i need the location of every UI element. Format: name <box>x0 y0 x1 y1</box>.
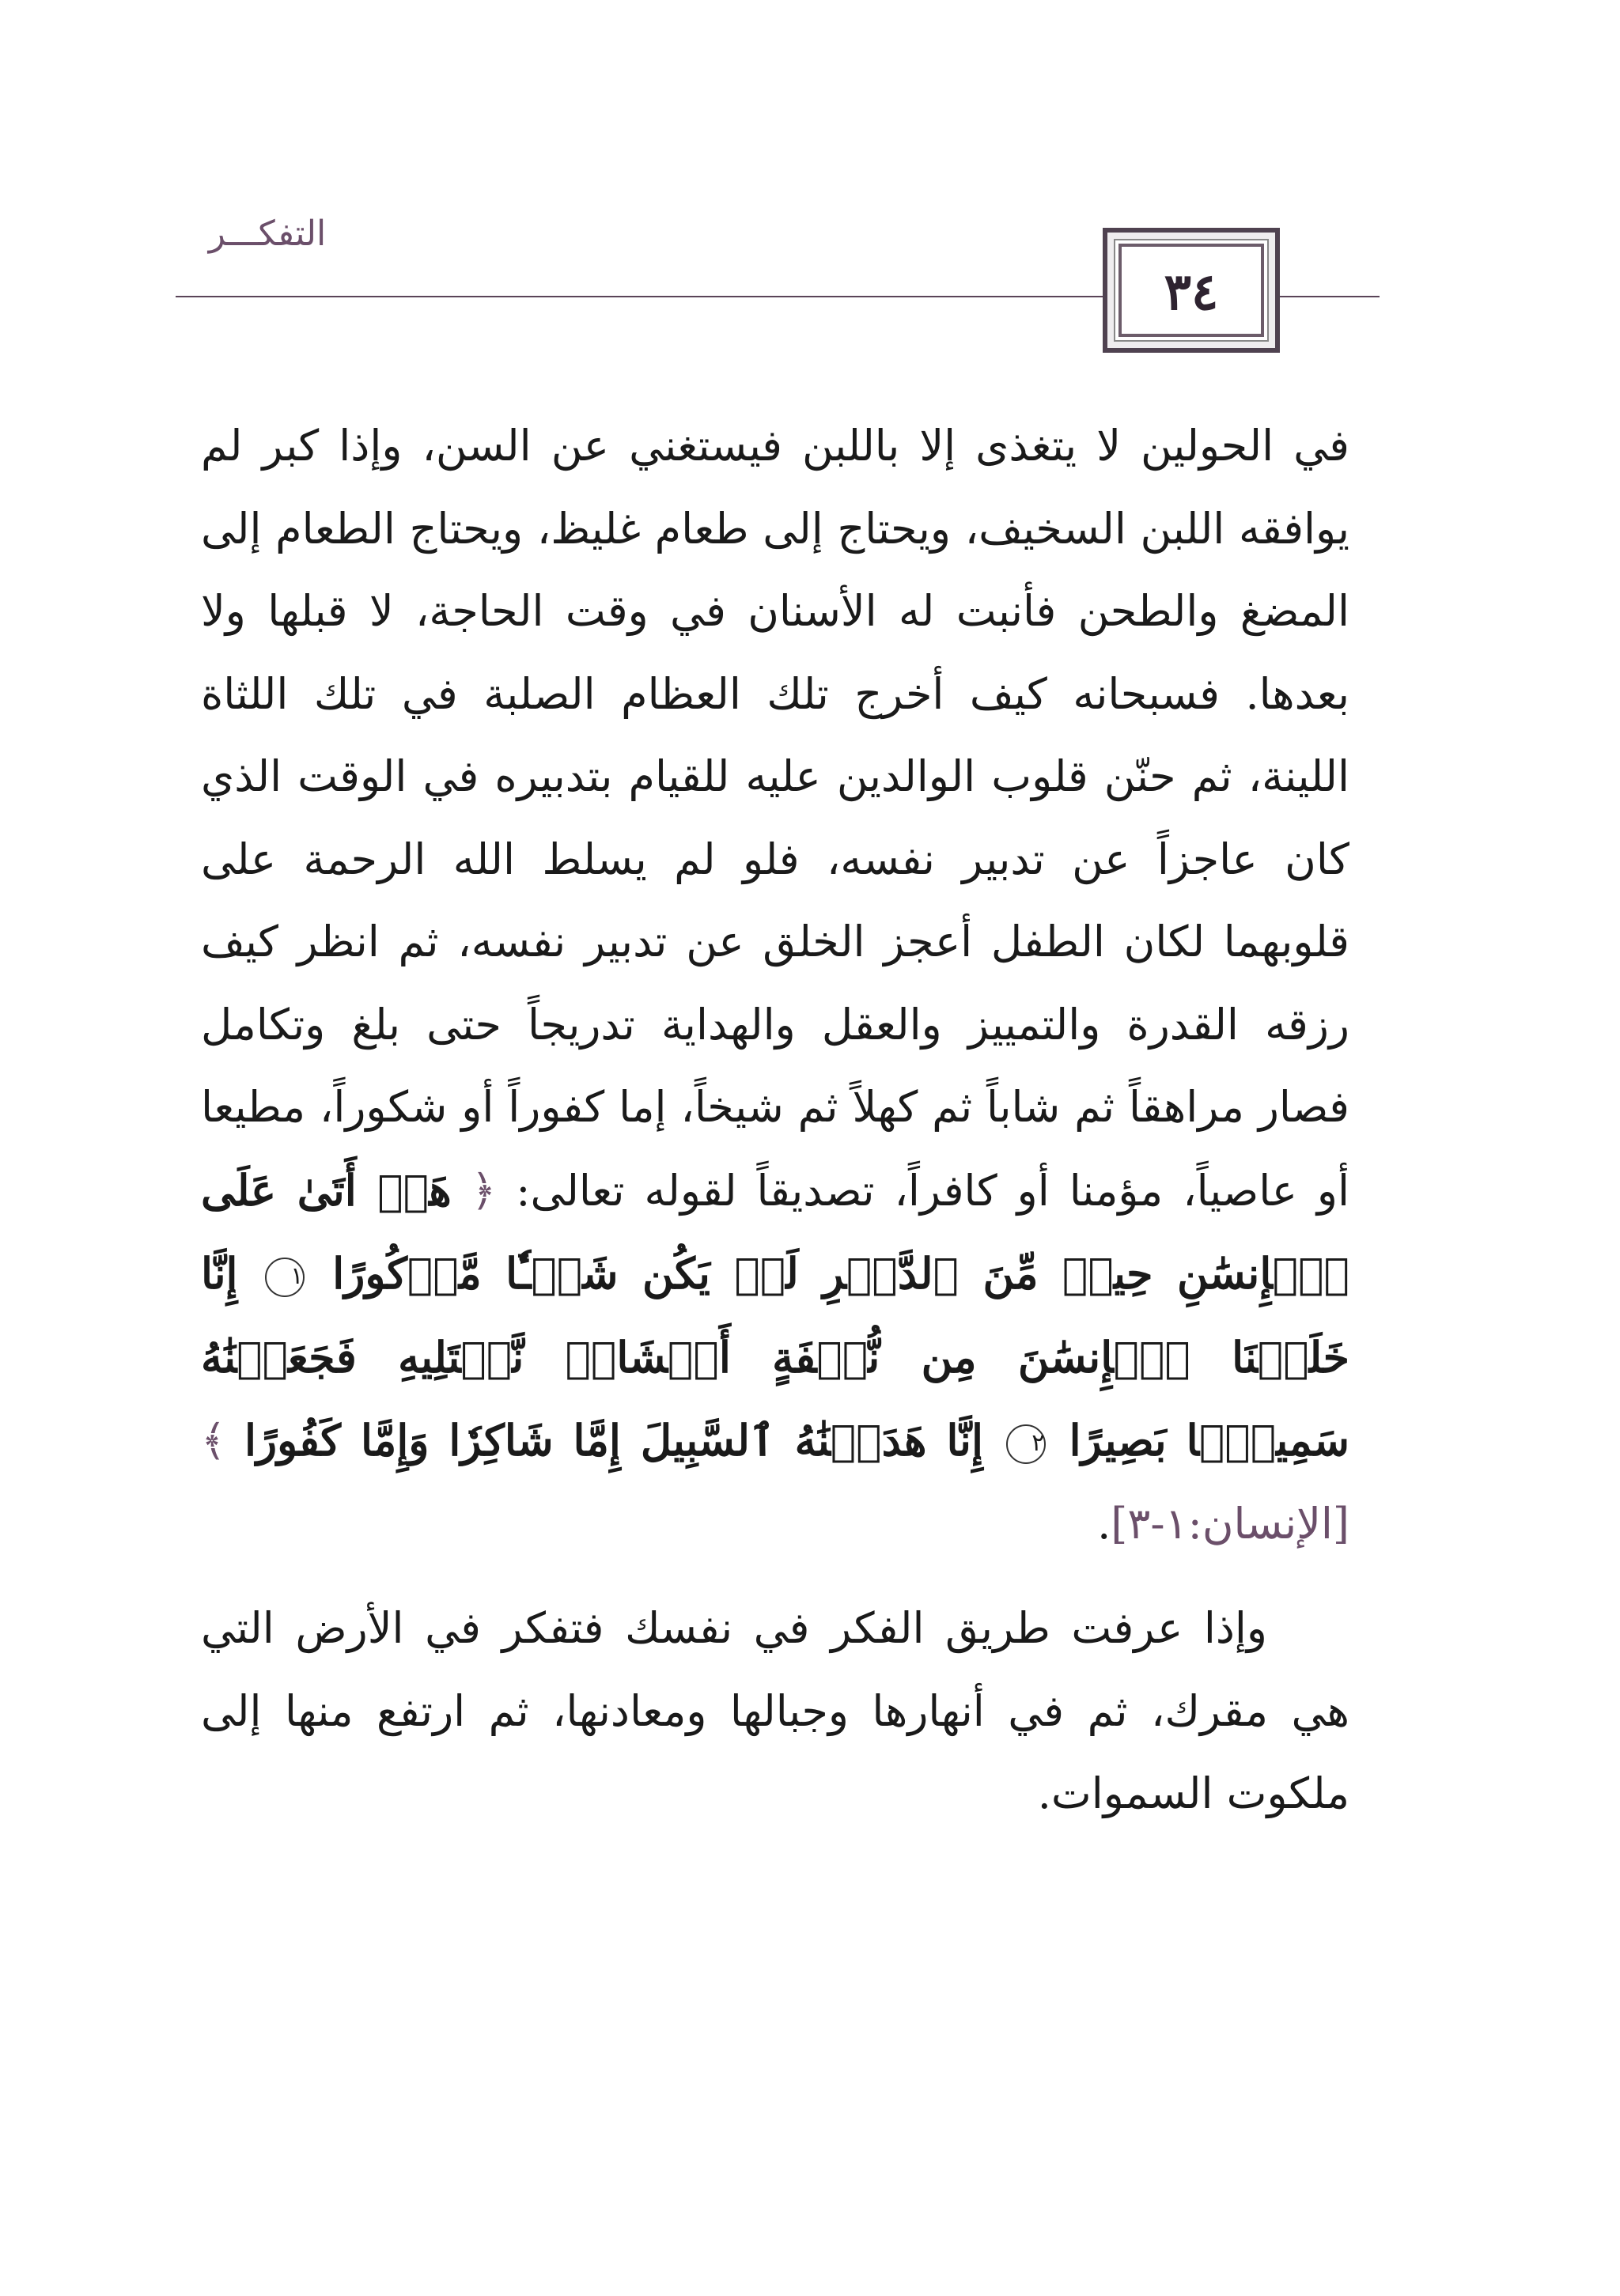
paragraph-1 <box>201 405 1349 1565</box>
quran-open-bracket: ﴿ <box>471 1165 497 1216</box>
page-number-box <box>1103 228 1280 353</box>
page-number: ٣٤ <box>1164 263 1219 322</box>
quran-reference: [الإنسان:١-٣] <box>1111 1498 1349 1549</box>
quran-verse-3: إِنَّا هَدَيۡنَٰهُ ٱلسَّبِيلَ إِمَّا شَاكِرٗا وَإِمَّا كَفُورًا <box>244 1415 983 1466</box>
quran-close-bracket: ﴾ <box>201 1416 226 1466</box>
paragraph-1-text: في الحولين لا يتغذى إلا باللبن فيستغني عن السن، وإذا كبر لم يوافقه اللبن السخيف، ويحتاج إلى طعام غليظ، ويحتاج الطعام إلى المضغ والطحن فأنبت له الأسنان في وقت الحاجة، لا قبلها ولا بعدها. فسبحانه كيف أخرج تلك العظام الصلبة في تلك اللثاة اللينة، ثم حنّن قلوب الوالدين عليه للقيام بتدبيره في الوقت الذي كان عاجزاً عن تدبير نفسه، فلو لم يسلط الله الرحمة على قلوبهما لكان الطفل أعجز الخلق عن تدبير نفسه، ثم انظر كيف رزقه القدرة والتمييز والعقل والهداية تدريجاً حتى بلغ وتكامل فصار مراهقاً ثم شاباً ثم كهلاً ثم شيخاً، إما كفوراً أو شكوراً، مطيعا أو عاصياً، مؤمنا أو كافراً، تصديقاً لقوله تعالى: <box>201 421 1350 1216</box>
paragraph-2: وإذا عرفت طريق الفكر في نفسك فتفكر في الأرض التي هي مقرك، ثم في أنهارها وجبالها ومعادنها، ثم ارتفع منها إلى ملكوت السموات. <box>201 1603 1349 1818</box>
ayah-number-2: ٢ <box>1006 1424 1046 1464</box>
ayah-number-1: ١ <box>265 1258 305 1297</box>
quran-verse-2: إِنَّا خَلَقۡنَا ٱلۡإِنسَٰنَ مِن نُّطۡفَةٍ أَمۡشَاجٖ نَّبۡتَلِيهِ فَجَعَلۡنَٰهُ سَمِيعَۢا بَصِيرًا <box>201 1248 1350 1466</box>
paragraph-1-end: . <box>1097 1498 1111 1549</box>
quran-verse-1: هَلۡ أَتَىٰ عَلَى ٱلۡإِنسَٰنِ حِينٞ مِّنَ ٱلدَّهۡرِ لَمۡ يَكُن شَيۡـٔٗا مَّذۡكُورًا <box>201 1164 1350 1299</box>
running-title: التفكـــر <box>208 214 327 254</box>
body-text <box>201 405 1349 1836</box>
